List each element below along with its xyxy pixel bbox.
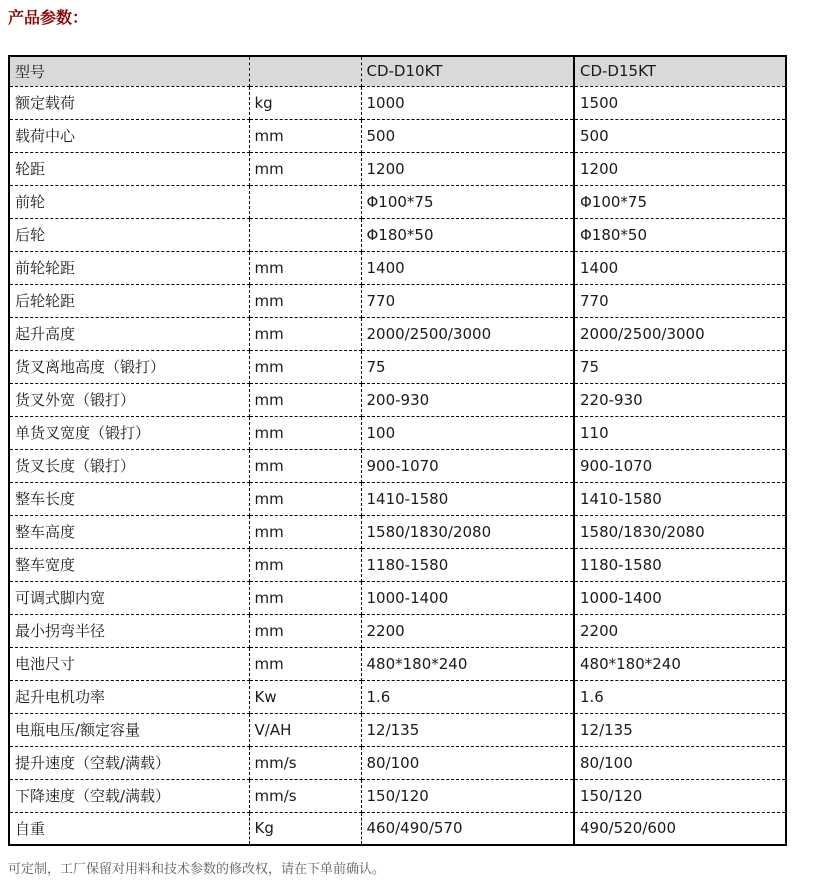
spec-unit-cell: mm [249, 614, 361, 647]
spec-unit-cell [249, 218, 361, 251]
spec-label-cell: 电瓶电压/额定容量 [9, 713, 249, 746]
header-cell-unit [249, 56, 361, 86]
spec-model1-value-cell: Φ180*50 [361, 218, 574, 251]
spec-model1-value-cell: 200-930 [361, 383, 574, 416]
spec-unit-cell [249, 185, 361, 218]
spec-model2-value-cell: 2200 [574, 614, 786, 647]
spec-label-cell: 自重 [9, 812, 249, 845]
spec-model2-value-cell: 2000/2500/3000 [574, 317, 786, 350]
spec-label-cell: 下降速度（空载/满载） [9, 779, 249, 812]
spec-model1-value-cell: 1410-1580 [361, 482, 574, 515]
spec-model1-value-cell: 2200 [361, 614, 574, 647]
spec-model1-value-cell: 100 [361, 416, 574, 449]
spec-model1-value-cell: 1580/1830/2080 [361, 515, 574, 548]
spec-unit-cell: mm [249, 515, 361, 548]
spec-label-cell: 可调式脚内宽 [9, 581, 249, 614]
spec-model2-value-cell: 1200 [574, 152, 786, 185]
spec-label-cell: 载荷中心 [9, 119, 249, 152]
spec-model2-value-cell: 75 [574, 350, 786, 383]
spec-unit-cell: mm [249, 119, 361, 152]
spec-unit-cell: kg [249, 86, 361, 119]
spec-model1-value-cell: 500 [361, 119, 574, 152]
spec-model1-value-cell: 1000-1400 [361, 581, 574, 614]
spec-label-cell: 后轮轮距 [9, 284, 249, 317]
spec-unit-cell: mm [249, 482, 361, 515]
spec-unit-cell: V/AH [249, 713, 361, 746]
spec-model1-value-cell: 1400 [361, 251, 574, 284]
header-cell-model-2: CD-D15KT [574, 56, 786, 86]
spec-model2-value-cell: 80/100 [574, 746, 786, 779]
table-row [9, 482, 786, 515]
spec-label-cell: 货叉长度（锻打） [9, 449, 249, 482]
spec-label-cell: 最小拐弯半径 [9, 614, 249, 647]
spec-table-body [9, 86, 786, 845]
spec-model1-value-cell: 1200 [361, 152, 574, 185]
spec-label-cell: 整车长度 [9, 482, 249, 515]
table-row [9, 713, 786, 746]
table-row [9, 680, 786, 713]
spec-unit-cell: mm [249, 449, 361, 482]
table-row [9, 284, 786, 317]
spec-model1-value-cell: 1.6 [361, 680, 574, 713]
spec-model1-value-cell: 75 [361, 350, 574, 383]
spec-model1-value-cell: 460/490/570 [361, 812, 574, 845]
spec-label-cell: 起升高度 [9, 317, 249, 350]
spec-model1-value-cell: 900-1070 [361, 449, 574, 482]
footer-note: 可定制，工厂保留对用料和技术参数的修改权，请在下单前确认。 [8, 862, 386, 877]
spec-unit-cell: mm [249, 350, 361, 383]
spec-model1-value-cell: 2000/2500/3000 [361, 317, 574, 350]
spec-model2-value-cell: 1580/1830/2080 [574, 515, 786, 548]
spec-unit-cell: mm [249, 548, 361, 581]
table-row [9, 614, 786, 647]
spec-model1-value-cell: 480*180*240 [361, 647, 574, 680]
spec-label-cell: 后轮 [9, 218, 249, 251]
spec-model2-value-cell: 1180-1580 [574, 548, 786, 581]
table-row [9, 86, 786, 119]
spec-model2-value-cell: 12/135 [574, 713, 786, 746]
table-row [9, 251, 786, 284]
table-row [9, 383, 786, 416]
spec-unit-cell: mm/s [249, 746, 361, 779]
spec-label-cell: 轮距 [9, 152, 249, 185]
spec-model2-value-cell: 1400 [574, 251, 786, 284]
spec-unit-cell: mm [249, 317, 361, 350]
spec-model1-value-cell: 1180-1580 [361, 548, 574, 581]
spec-model2-value-cell: 220-930 [574, 383, 786, 416]
spec-model2-value-cell: 1500 [574, 86, 786, 119]
spec-model2-value-cell: Φ100*75 [574, 185, 786, 218]
spec-model2-value-cell: 110 [574, 416, 786, 449]
spec-model1-value-cell: 12/135 [361, 713, 574, 746]
header-cell-model-1: CD-D10KT [361, 56, 574, 86]
table-row [9, 548, 786, 581]
table-row [9, 317, 786, 350]
spec-model2-value-cell: 1.6 [574, 680, 786, 713]
table-row [9, 515, 786, 548]
spec-unit-cell: mm [249, 647, 361, 680]
spec-unit-cell: mm/s [249, 779, 361, 812]
table-row [9, 581, 786, 614]
header-cell-model-label: 型号 [9, 56, 249, 86]
table-row [9, 416, 786, 449]
table-row [9, 185, 786, 218]
spec-label-cell: 货叉外宽（锻打） [9, 383, 249, 416]
spec-unit-cell: mm [249, 581, 361, 614]
table-row [9, 779, 786, 812]
spec-model2-value-cell: 150/120 [574, 779, 786, 812]
table-row [9, 152, 786, 185]
spec-model2-value-cell: 480*180*240 [574, 647, 786, 680]
spec-label-cell: 货叉离地高度（锻打） [9, 350, 249, 383]
spec-table-header [9, 56, 786, 86]
table-row [9, 812, 786, 845]
spec-model2-value-cell: 900-1070 [574, 449, 786, 482]
table-row [9, 746, 786, 779]
spec-model1-value-cell: 1000 [361, 86, 574, 119]
spec-unit-cell: mm [249, 152, 361, 185]
spec-unit-cell: Kw [249, 680, 361, 713]
spec-unit-cell: mm [249, 416, 361, 449]
spec-unit-cell: mm [249, 284, 361, 317]
spec-label-cell: 起升电机功率 [9, 680, 249, 713]
page-title: 产品参数： [8, 8, 89, 27]
spec-label-cell: 整车高度 [9, 515, 249, 548]
table-row [9, 218, 786, 251]
spec-label-cell: 额定载荷 [9, 86, 249, 119]
spec-model1-value-cell: 150/120 [361, 779, 574, 812]
spec-unit-cell: mm [249, 383, 361, 416]
table-row [9, 350, 786, 383]
spec-model1-value-cell: 770 [361, 284, 574, 317]
header-row [9, 56, 786, 86]
spec-label-cell: 电池尺寸 [9, 647, 249, 680]
spec-model2-value-cell: 1410-1580 [574, 482, 786, 515]
spec-label-cell: 前轮 [9, 185, 249, 218]
spec-label-cell: 单货叉宽度（锻打） [9, 416, 249, 449]
spec-model2-value-cell: 770 [574, 284, 786, 317]
spec-label-cell: 提升速度（空载/满载） [9, 746, 249, 779]
spec-model2-value-cell: 1000-1400 [574, 581, 786, 614]
spec-model1-value-cell: Φ100*75 [361, 185, 574, 218]
spec-table [8, 55, 787, 846]
table-row [9, 449, 786, 482]
spec-model1-value-cell: 80/100 [361, 746, 574, 779]
spec-unit-cell: Kg [249, 812, 361, 845]
spec-unit-cell: mm [249, 251, 361, 284]
spec-model2-value-cell: 490/520/600 [574, 812, 786, 845]
table-row [9, 647, 786, 680]
spec-label-cell: 整车宽度 [9, 548, 249, 581]
spec-model2-value-cell: 500 [574, 119, 786, 152]
table-row [9, 119, 786, 152]
spec-label-cell: 前轮轮距 [9, 251, 249, 284]
spec-model2-value-cell: Φ180*50 [574, 218, 786, 251]
